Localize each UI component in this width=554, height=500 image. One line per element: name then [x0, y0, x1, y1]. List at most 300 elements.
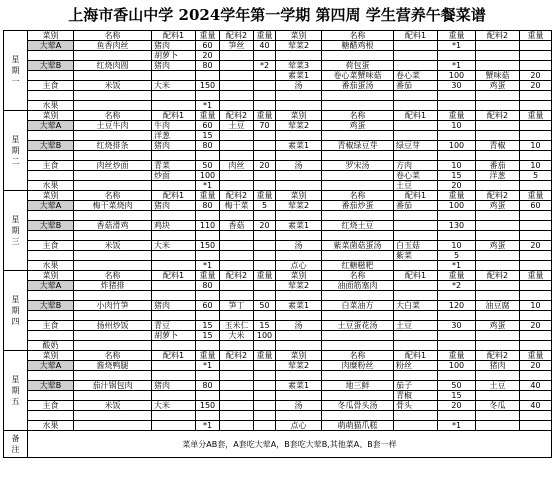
- weight3-cell: 100: [438, 71, 476, 81]
- weight1-cell: *1: [196, 361, 220, 371]
- ingredient4-cell: [476, 391, 520, 401]
- weight2-cell: [254, 291, 276, 301]
- category-cell: 主食: [28, 321, 74, 331]
- weight1-cell: [196, 291, 220, 301]
- dish2-name-cell: 紫菜菌菇蛋汤: [322, 241, 394, 251]
- weight-header: 重量: [520, 191, 552, 201]
- weight4-cell: 20: [520, 71, 552, 81]
- weight1-cell: 60: [196, 301, 220, 311]
- ingredient2-cell: [220, 91, 254, 101]
- dish2-name-cell: [322, 101, 394, 111]
- weight1-cell: [196, 211, 220, 221]
- ingredient3-cell: 紫菜: [394, 251, 438, 261]
- dish2-name-cell: [322, 181, 394, 191]
- category-cell: 大荤B: [28, 61, 74, 71]
- ingredient3-cell: 方肉: [394, 161, 438, 171]
- ingredient1-header: 配料1: [394, 111, 438, 121]
- category2-cell: [276, 211, 322, 221]
- weight2-cell: [254, 211, 276, 221]
- weight-header: 重量: [254, 111, 276, 121]
- weight2-cell: 20: [254, 221, 276, 231]
- dish-name-cell: 梅干菜烧肉: [74, 201, 152, 211]
- name-header: 名称: [74, 111, 152, 121]
- dish2-name-cell: 肉糜粉丝: [322, 361, 394, 371]
- ingredient2-header: 配料2: [476, 271, 520, 281]
- weight4-cell: 60: [520, 201, 552, 211]
- ingredient3-cell: [394, 231, 438, 241]
- weight1-cell: [196, 71, 220, 81]
- weight4-cell: 10: [520, 141, 552, 151]
- ingredient1-cell: 猪肉: [152, 41, 196, 51]
- day-label: 星期五: [4, 351, 28, 431]
- dish2-name-cell: [322, 151, 394, 161]
- category-cell: 大荤B: [28, 381, 74, 391]
- ingredient3-cell: [394, 341, 438, 351]
- category2-cell: 素菜1: [276, 221, 322, 231]
- category-cell: 大荤B: [28, 301, 74, 311]
- category-header: 菜别: [276, 31, 322, 41]
- weight2-cell: 100: [254, 331, 276, 341]
- ingredient4-cell: [476, 41, 520, 51]
- weight3-cell: 100: [438, 361, 476, 371]
- dish-name-cell: 茄汁锅包肉: [74, 381, 152, 391]
- ingredient3-cell: [394, 291, 438, 301]
- weight3-cell: 10: [438, 241, 476, 251]
- weight1-cell: 110: [196, 221, 220, 231]
- header-row: [4, 111, 552, 121]
- dish-name-cell: [74, 151, 152, 161]
- weight4-cell: [520, 221, 552, 231]
- weight3-cell: [438, 291, 476, 301]
- ingredient1-header: 配料1: [394, 191, 438, 201]
- category2-cell: [276, 311, 322, 321]
- category-cell: 主食: [28, 241, 74, 251]
- ingredient2-header: 配料2: [220, 191, 254, 201]
- dish2-name-cell: [322, 341, 394, 351]
- category2-cell: 汤: [276, 241, 322, 251]
- ingredient1-header: 配料1: [394, 271, 438, 281]
- ingredient4-cell: [476, 261, 520, 271]
- ingredient2-cell: 笋丝: [220, 41, 254, 51]
- weight1-cell: 50: [196, 161, 220, 171]
- weight4-cell: [520, 131, 552, 141]
- weight-header: 重量: [520, 271, 552, 281]
- ingredient3-cell: [394, 281, 438, 291]
- weight-header: 重量: [196, 111, 220, 121]
- ingredient4-cell: [476, 331, 520, 341]
- dish2-name-cell: [322, 131, 394, 141]
- category2-cell: [276, 411, 322, 421]
- weight3-cell: 10: [438, 161, 476, 171]
- weight1-cell: [196, 411, 220, 421]
- dish2-name-cell: 油面筋塞肉: [322, 281, 394, 291]
- weight-header: 重量: [196, 31, 220, 41]
- dish2-name-cell: 白菜油方: [322, 301, 394, 311]
- ingredient1-cell: [152, 421, 196, 431]
- dish2-name-cell: 罗宋汤: [322, 161, 394, 171]
- ingredient4-cell: 番茄: [476, 161, 520, 171]
- weight4-cell: [520, 251, 552, 261]
- weight4-cell: [520, 391, 552, 401]
- category-cell: [28, 371, 74, 381]
- ingredient1-cell: [152, 311, 196, 321]
- category-cell: 主食: [28, 401, 74, 411]
- category-cell: 主食: [28, 81, 74, 91]
- category2-cell: 点心: [276, 261, 322, 271]
- weight1-cell: 15: [196, 331, 220, 341]
- header-row: [4, 271, 552, 281]
- ingredient1-header: 配料1: [152, 111, 196, 121]
- weight2-cell: [254, 361, 276, 371]
- ingredient4-cell: [476, 341, 520, 351]
- weight3-cell: [438, 131, 476, 141]
- weight3-cell: 30: [438, 81, 476, 91]
- weight1-cell: 80: [196, 281, 220, 291]
- weight1-cell: 80: [196, 201, 220, 211]
- category-header: 菜别: [28, 111, 74, 121]
- weight2-cell: [254, 391, 276, 401]
- weight2-cell: [254, 261, 276, 271]
- category-header: 菜别: [276, 351, 322, 361]
- table-row: [4, 101, 552, 111]
- category2-cell: 荤菜2: [276, 281, 322, 291]
- weight3-cell: 15: [438, 391, 476, 401]
- ingredient4-cell: 鸡蛋: [476, 241, 520, 251]
- category-cell: [28, 331, 74, 341]
- category-header: 菜别: [28, 191, 74, 201]
- category-header: 菜别: [276, 111, 322, 121]
- weight1-cell: [196, 311, 220, 321]
- ingredient2-header: 配料2: [220, 351, 254, 361]
- weight1-cell: [196, 251, 220, 261]
- dish-name-cell: [74, 231, 152, 241]
- dish-name-cell: 红烧排条: [74, 141, 152, 151]
- dish-name-cell: [74, 411, 152, 421]
- dish-name-cell: [74, 171, 152, 181]
- ingredient2-cell: [220, 291, 254, 301]
- table-row: [4, 331, 552, 341]
- ingredient2-cell: 土豆: [220, 121, 254, 131]
- weight-header: 重量: [438, 31, 476, 41]
- dish2-name-cell: 番茄蛋汤: [322, 81, 394, 91]
- ingredient2-cell: [220, 381, 254, 391]
- ingredient3-cell: 青椒: [394, 391, 438, 401]
- dish2-name-cell: [322, 291, 394, 301]
- dish2-name-cell: 冬瓜骨头汤: [322, 401, 394, 411]
- name-header: 名称: [322, 31, 394, 41]
- ingredient1-cell: [152, 151, 196, 161]
- dish-name-cell: 鱼香肉丝: [74, 41, 152, 51]
- name-header: 名称: [322, 351, 394, 361]
- weight1-cell: 80: [196, 141, 220, 151]
- day-label: 星期四: [4, 271, 28, 351]
- ingredient2-cell: [220, 361, 254, 371]
- table-row: [4, 371, 552, 381]
- ingredient3-cell: 绿豆芽: [394, 141, 438, 151]
- table-row: [4, 261, 552, 271]
- ingredient1-cell: [152, 101, 196, 111]
- weight2-cell: [254, 171, 276, 181]
- weight1-cell: 15: [196, 131, 220, 141]
- table-row: [4, 361, 552, 371]
- weight4-cell: [520, 231, 552, 241]
- weight2-cell: [254, 251, 276, 261]
- weight-header: 重量: [196, 271, 220, 281]
- ingredient2-cell: [220, 401, 254, 411]
- weight2-cell: [254, 51, 276, 61]
- table-row: [4, 151, 552, 161]
- weight1-cell: 80: [196, 61, 220, 71]
- weight2-cell: [254, 91, 276, 101]
- table-row: [4, 391, 552, 401]
- weight2-cell: [254, 381, 276, 391]
- category2-cell: [276, 171, 322, 181]
- dish-name-cell: 米饭: [74, 241, 152, 251]
- weight1-cell: [196, 341, 220, 351]
- weight4-cell: [520, 311, 552, 321]
- category2-cell: [276, 51, 322, 61]
- dish-name-cell: [74, 91, 152, 101]
- weight4-cell: [520, 51, 552, 61]
- category-cell: [28, 171, 74, 181]
- weight1-cell: *1: [196, 101, 220, 111]
- header-row: [4, 351, 552, 361]
- ingredient3-cell: [394, 221, 438, 231]
- weight4-cell: 20: [520, 361, 552, 371]
- day-label: 星期三: [4, 191, 28, 271]
- ingredient4-cell: [476, 51, 520, 61]
- table-row: [4, 251, 552, 261]
- category-cell: 大荤A: [28, 201, 74, 211]
- weight2-cell: [254, 141, 276, 151]
- dish-name-cell: 扬州炒饭: [74, 321, 152, 331]
- weight2-cell: [254, 371, 276, 381]
- category2-cell: 荤菜2: [276, 41, 322, 51]
- ingredient4-cell: 鸡蛋: [476, 201, 520, 211]
- weight4-cell: [520, 121, 552, 131]
- weight4-cell: [520, 41, 552, 51]
- dish-name-cell: 红烧肉圆: [74, 61, 152, 71]
- category-cell: 大荤B: [28, 141, 74, 151]
- ingredient3-cell: [394, 41, 438, 51]
- weight4-cell: [520, 181, 552, 191]
- weight1-cell: *1: [196, 181, 220, 191]
- weight1-cell: 60: [196, 41, 220, 51]
- weight1-cell: *1: [196, 261, 220, 271]
- weight3-cell: *2: [438, 281, 476, 291]
- ingredient1-cell: 青菜: [152, 161, 196, 171]
- category-header: 菜别: [28, 271, 74, 281]
- weight-header: 重量: [254, 271, 276, 281]
- weight4-cell: 5: [520, 171, 552, 181]
- category-cell: [28, 131, 74, 141]
- category-cell: [28, 211, 74, 221]
- table-row: [4, 281, 552, 291]
- ingredient3-cell: 卷心菜: [394, 171, 438, 181]
- name-header: 名称: [74, 351, 152, 361]
- weight2-cell: 15: [254, 321, 276, 331]
- ingredient3-cell: [394, 61, 438, 71]
- ingredient1-cell: [152, 181, 196, 191]
- weight2-cell: [254, 411, 276, 421]
- weight3-cell: [438, 51, 476, 61]
- ingredient3-cell: 卷心菜: [394, 71, 438, 81]
- category2-cell: [276, 181, 322, 191]
- menu-title: 上海市香山中学 2024学年第一学期 第四周 学生营养午餐菜谱: [68, 6, 486, 24]
- ingredient2-header: 配料2: [476, 191, 520, 201]
- category2-cell: 汤: [276, 321, 322, 331]
- note-label: 备注: [4, 431, 28, 458]
- category2-cell: 汤: [276, 81, 322, 91]
- category2-cell: [276, 391, 322, 401]
- dish2-name-cell: [322, 371, 394, 381]
- ingredient2-cell: 笋丁: [220, 301, 254, 311]
- table-row: [4, 161, 552, 171]
- dish-name-cell: 肉丝炒面: [74, 161, 152, 171]
- ingredient3-cell: [394, 421, 438, 431]
- ingredient1-cell: [152, 341, 196, 351]
- weight3-cell: [438, 151, 476, 161]
- dish2-name-cell: [322, 91, 394, 101]
- ingredient4-cell: [476, 371, 520, 381]
- name-header: 名称: [74, 271, 152, 281]
- ingredient1-cell: 青豆: [152, 321, 196, 331]
- ingredient4-cell: 土豆: [476, 381, 520, 391]
- ingredient3-cell: 番茄: [394, 81, 438, 91]
- dish2-name-cell: 红烧土豆: [322, 221, 394, 231]
- ingredient3-cell: [394, 311, 438, 321]
- ingredient2-cell: [220, 131, 254, 141]
- ingredient4-cell: 青椒: [476, 141, 520, 151]
- category2-cell: [276, 101, 322, 111]
- weight3-cell: [438, 371, 476, 381]
- ingredient3-cell: 骨头: [394, 401, 438, 411]
- weight2-cell: 50: [254, 301, 276, 311]
- weight4-cell: [520, 91, 552, 101]
- category-cell: 水果: [28, 421, 74, 431]
- ingredient3-cell: [394, 121, 438, 131]
- weight1-cell: 15: [196, 321, 220, 331]
- dish-name-cell: 土豆牛肉: [74, 121, 152, 131]
- weight1-cell: [196, 151, 220, 161]
- ingredient3-cell: 土豆: [394, 321, 438, 331]
- ingredient3-cell: 白玉菇: [394, 241, 438, 251]
- weight3-cell: 100: [438, 141, 476, 151]
- table-row: [4, 141, 552, 151]
- weight4-cell: [520, 101, 552, 111]
- ingredient3-cell: [394, 411, 438, 421]
- weight-header: 重量: [196, 191, 220, 201]
- table-row: [4, 221, 552, 231]
- category2-cell: 点心: [276, 421, 322, 431]
- weight2-cell: 5: [254, 201, 276, 211]
- table-row: [4, 421, 552, 431]
- weight-header: 重量: [520, 351, 552, 361]
- day-label: 星期二: [4, 111, 28, 191]
- ingredient1-cell: [152, 291, 196, 301]
- ingredient2-header: 配料2: [220, 111, 254, 121]
- weight1-cell: *1: [196, 421, 220, 431]
- category2-cell: 荤菜2: [276, 361, 322, 371]
- weight3-cell: 5: [438, 251, 476, 261]
- dish-name-cell: [74, 371, 152, 381]
- ingredient1-header: 配料1: [152, 271, 196, 281]
- dish2-name-cell: 地三鲜: [322, 381, 394, 391]
- weight3-cell: *1: [438, 261, 476, 271]
- dish-name-cell: [74, 71, 152, 81]
- ingredient1-cell: 大米: [152, 81, 196, 91]
- category-cell: [28, 51, 74, 61]
- weight3-cell: [438, 411, 476, 421]
- ingredient4-cell: [476, 131, 520, 141]
- ingredient4-cell: 鸡蛋: [476, 81, 520, 91]
- category-cell: 水果: [28, 261, 74, 271]
- category2-cell: 荤菜2: [276, 121, 322, 131]
- table-row: [4, 301, 552, 311]
- table-row: [4, 291, 552, 301]
- ingredient1-header: 配料1: [152, 351, 196, 361]
- weight3-cell: 130: [438, 221, 476, 231]
- weight-header: 重量: [520, 31, 552, 41]
- ingredient2-header: 配料2: [220, 271, 254, 281]
- weight2-cell: [254, 181, 276, 191]
- dish-name-cell: [74, 341, 152, 351]
- weight4-cell: 40: [520, 381, 552, 391]
- ingredient1-cell: 猪肉: [152, 201, 196, 211]
- weight4-cell: [520, 331, 552, 341]
- ingredient2-header: 配料2: [476, 31, 520, 41]
- category-cell: [28, 91, 74, 101]
- dish-name-cell: [74, 101, 152, 111]
- weight2-cell: [254, 151, 276, 161]
- weight4-cell: 10: [520, 301, 552, 311]
- ingredient1-header: 配料1: [394, 351, 438, 361]
- dish-name-cell: [74, 181, 152, 191]
- weight1-cell: 150: [196, 81, 220, 91]
- category-cell: 大荤A: [28, 361, 74, 371]
- weight-header: 重量: [254, 31, 276, 41]
- weight3-cell: *1: [438, 421, 476, 431]
- dish2-name-cell: 鸡蛋: [322, 121, 394, 131]
- table-row: [4, 71, 552, 81]
- dish-name-cell: 米饭: [74, 81, 152, 91]
- ingredient2-cell: [220, 71, 254, 81]
- ingredient4-cell: [476, 421, 520, 431]
- ingredient1-cell: 猪肉: [152, 61, 196, 71]
- weight4-cell: 20: [520, 241, 552, 251]
- ingredient2-cell: [220, 151, 254, 161]
- category-cell: 大荤A: [28, 281, 74, 291]
- dish2-name-cell: 土豆蛋花汤: [322, 321, 394, 331]
- ingredient2-cell: 大米: [220, 331, 254, 341]
- dish2-name-cell: 萌萌猫爪糕: [322, 421, 394, 431]
- weight1-cell: 150: [196, 241, 220, 251]
- dish-name-cell: [74, 391, 152, 401]
- category2-cell: [276, 251, 322, 261]
- category-cell: 主食: [28, 161, 74, 171]
- ingredient4-cell: 油豆腐: [476, 301, 520, 311]
- dish2-name-cell: [322, 331, 394, 341]
- ingredient1-cell: 洋葱: [152, 131, 196, 141]
- weight3-cell: [438, 341, 476, 351]
- table-row: [4, 131, 552, 141]
- table-row: [4, 181, 552, 191]
- table-row: [4, 201, 552, 211]
- table-row: [4, 341, 552, 351]
- ingredient2-cell: [220, 51, 254, 61]
- ingredient1-cell: [152, 211, 196, 221]
- category2-cell: [276, 341, 322, 351]
